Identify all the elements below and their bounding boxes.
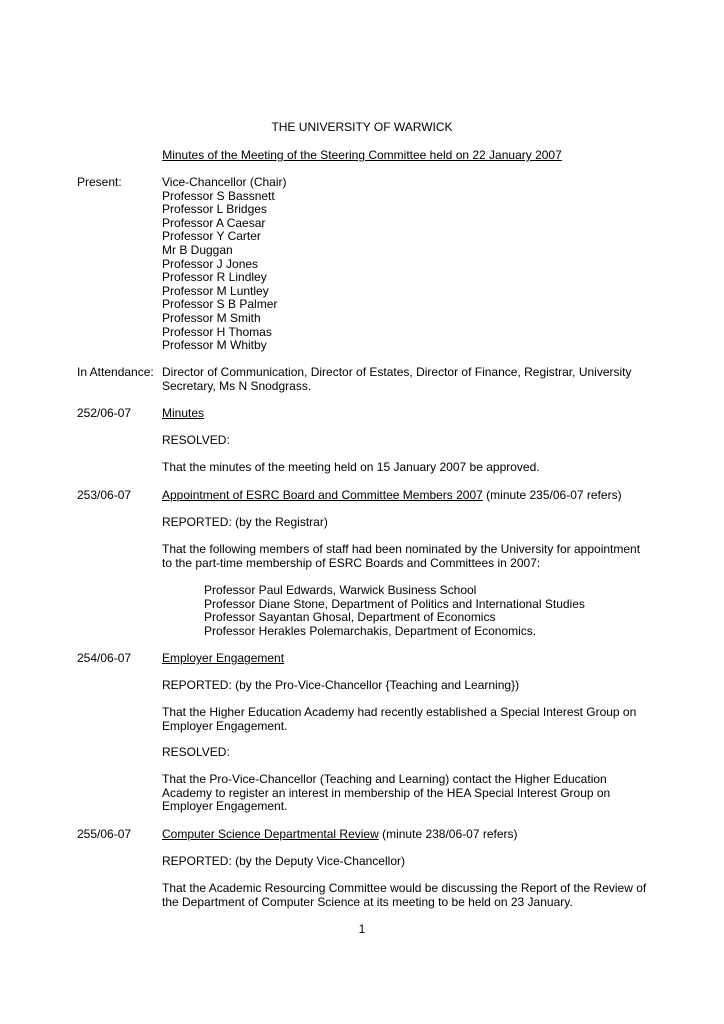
- minute-title-254: [162, 652, 652, 666]
- present-member: Professor Y Carter: [162, 229, 261, 244]
- reported-255: REPORTED: (by the Deputy Vice-Chancellor): [162, 854, 405, 868]
- nominee-item: Professor Sayantan Ghosal, Department of Economics: [204, 610, 496, 625]
- minute-title-255: [162, 828, 652, 842]
- nominee-item: Professor Herakles Polemarchakis, Department of Economics.: [204, 623, 537, 638]
- minute-number-253: 253/06-07: [77, 488, 132, 502]
- minute-title-252-text: Minutes: [162, 406, 205, 420]
- resolved-254: RESOLVED:: [162, 745, 230, 759]
- present-member: Professor R Lindley: [162, 270, 267, 285]
- present-member: Professor M Luntley: [162, 283, 269, 298]
- present-member: Professor A Caesar: [162, 215, 266, 230]
- resolved-252: RESOLVED:: [162, 433, 230, 447]
- present-member: Mr B Duggan: [162, 242, 233, 257]
- present-member: Professor M Whitby: [162, 338, 267, 353]
- present-member: Vice-Chancellor (Chair): [162, 175, 287, 189]
- minute-title-253: [162, 489, 682, 503]
- university-heading: THE UNIVERSITY OF WARWICK: [271, 120, 453, 134]
- minute-title-255-text: Computer Science Departmental Review: [162, 827, 379, 841]
- attendance-label: In Attendance:: [77, 365, 154, 379]
- page-number: 1: [358, 922, 366, 936]
- present-member: Professor M Smith: [162, 310, 261, 325]
- present-member: Professor J Jones: [162, 256, 259, 271]
- reported-254: REPORTED: (by the Pro-Vice-Chancellor {Teaching and Learning}): [162, 678, 520, 692]
- minute-number-254: 254/06-07: [77, 651, 132, 665]
- minutes-title: [0, 149, 724, 163]
- minute-title-254-text: Employer Engagement: [162, 651, 285, 665]
- minute-title-253-suffix: (minute 235/06-07 refers): [482, 488, 622, 502]
- reported-253: REPORTED: (by the Registrar): [162, 515, 328, 529]
- minute-text-252: That the minutes of the meeting held on 15 January 2007 be approved.: [162, 460, 540, 474]
- nominee-list: [204, 584, 664, 638]
- present-member: Professor S Bassnett: [162, 188, 275, 203]
- present-label: Present:: [77, 175, 122, 189]
- minute-title-255-suffix: (minute 238/06-07 refers): [378, 827, 518, 841]
- minute-text-255: That the Academic Resourcing Committee would be discussing the Report of the Review of the Department of Computer Science at its meeting to be held on 23 January.: [162, 881, 647, 909]
- present-member: Professor S B Palmer: [162, 297, 278, 312]
- minute-number-255: 255/06-07: [77, 827, 132, 841]
- present-member: Professor H Thomas: [162, 324, 272, 339]
- minutes-title-text: Minutes of the Meeting of the Steering Committee held on 22 January 2007: [162, 148, 562, 162]
- minute-number-252: 252/06-07: [77, 406, 132, 420]
- present-member: Professor L Bridges: [162, 202, 267, 217]
- minute-title-252: [162, 407, 652, 421]
- minute-text-254-a: That the Higher Education Academy had recently established a Special Interest Group on Employer Engagement.: [162, 705, 637, 733]
- present-list: [162, 176, 652, 353]
- attendance-text: Director of Communication, Director of Estates, Director of Finance, Registrar, University Secretary, Ms N Snodgrass.: [162, 365, 632, 393]
- nominee-item: Professor Paul Edwards, Warwick Business School: [204, 583, 477, 597]
- minute-text-253: That the following members of staff had been nominated by the University for appointment to the part-time membership of ESRC Boards and Committees in 2007:: [162, 542, 641, 570]
- nominee-item: Professor Diane Stone, Department of Politics and International Studies: [204, 596, 585, 611]
- minute-title-253-text: Appointment of ESRC Board and Committee Members 2007: [162, 488, 483, 502]
- minute-text-254-b: That the Pro-Vice-Chancellor (Teaching and Learning) contact the Higher Education Academy to register an interest in membership of the HEA Special Interest Group on Employer Engagement.: [162, 772, 611, 814]
